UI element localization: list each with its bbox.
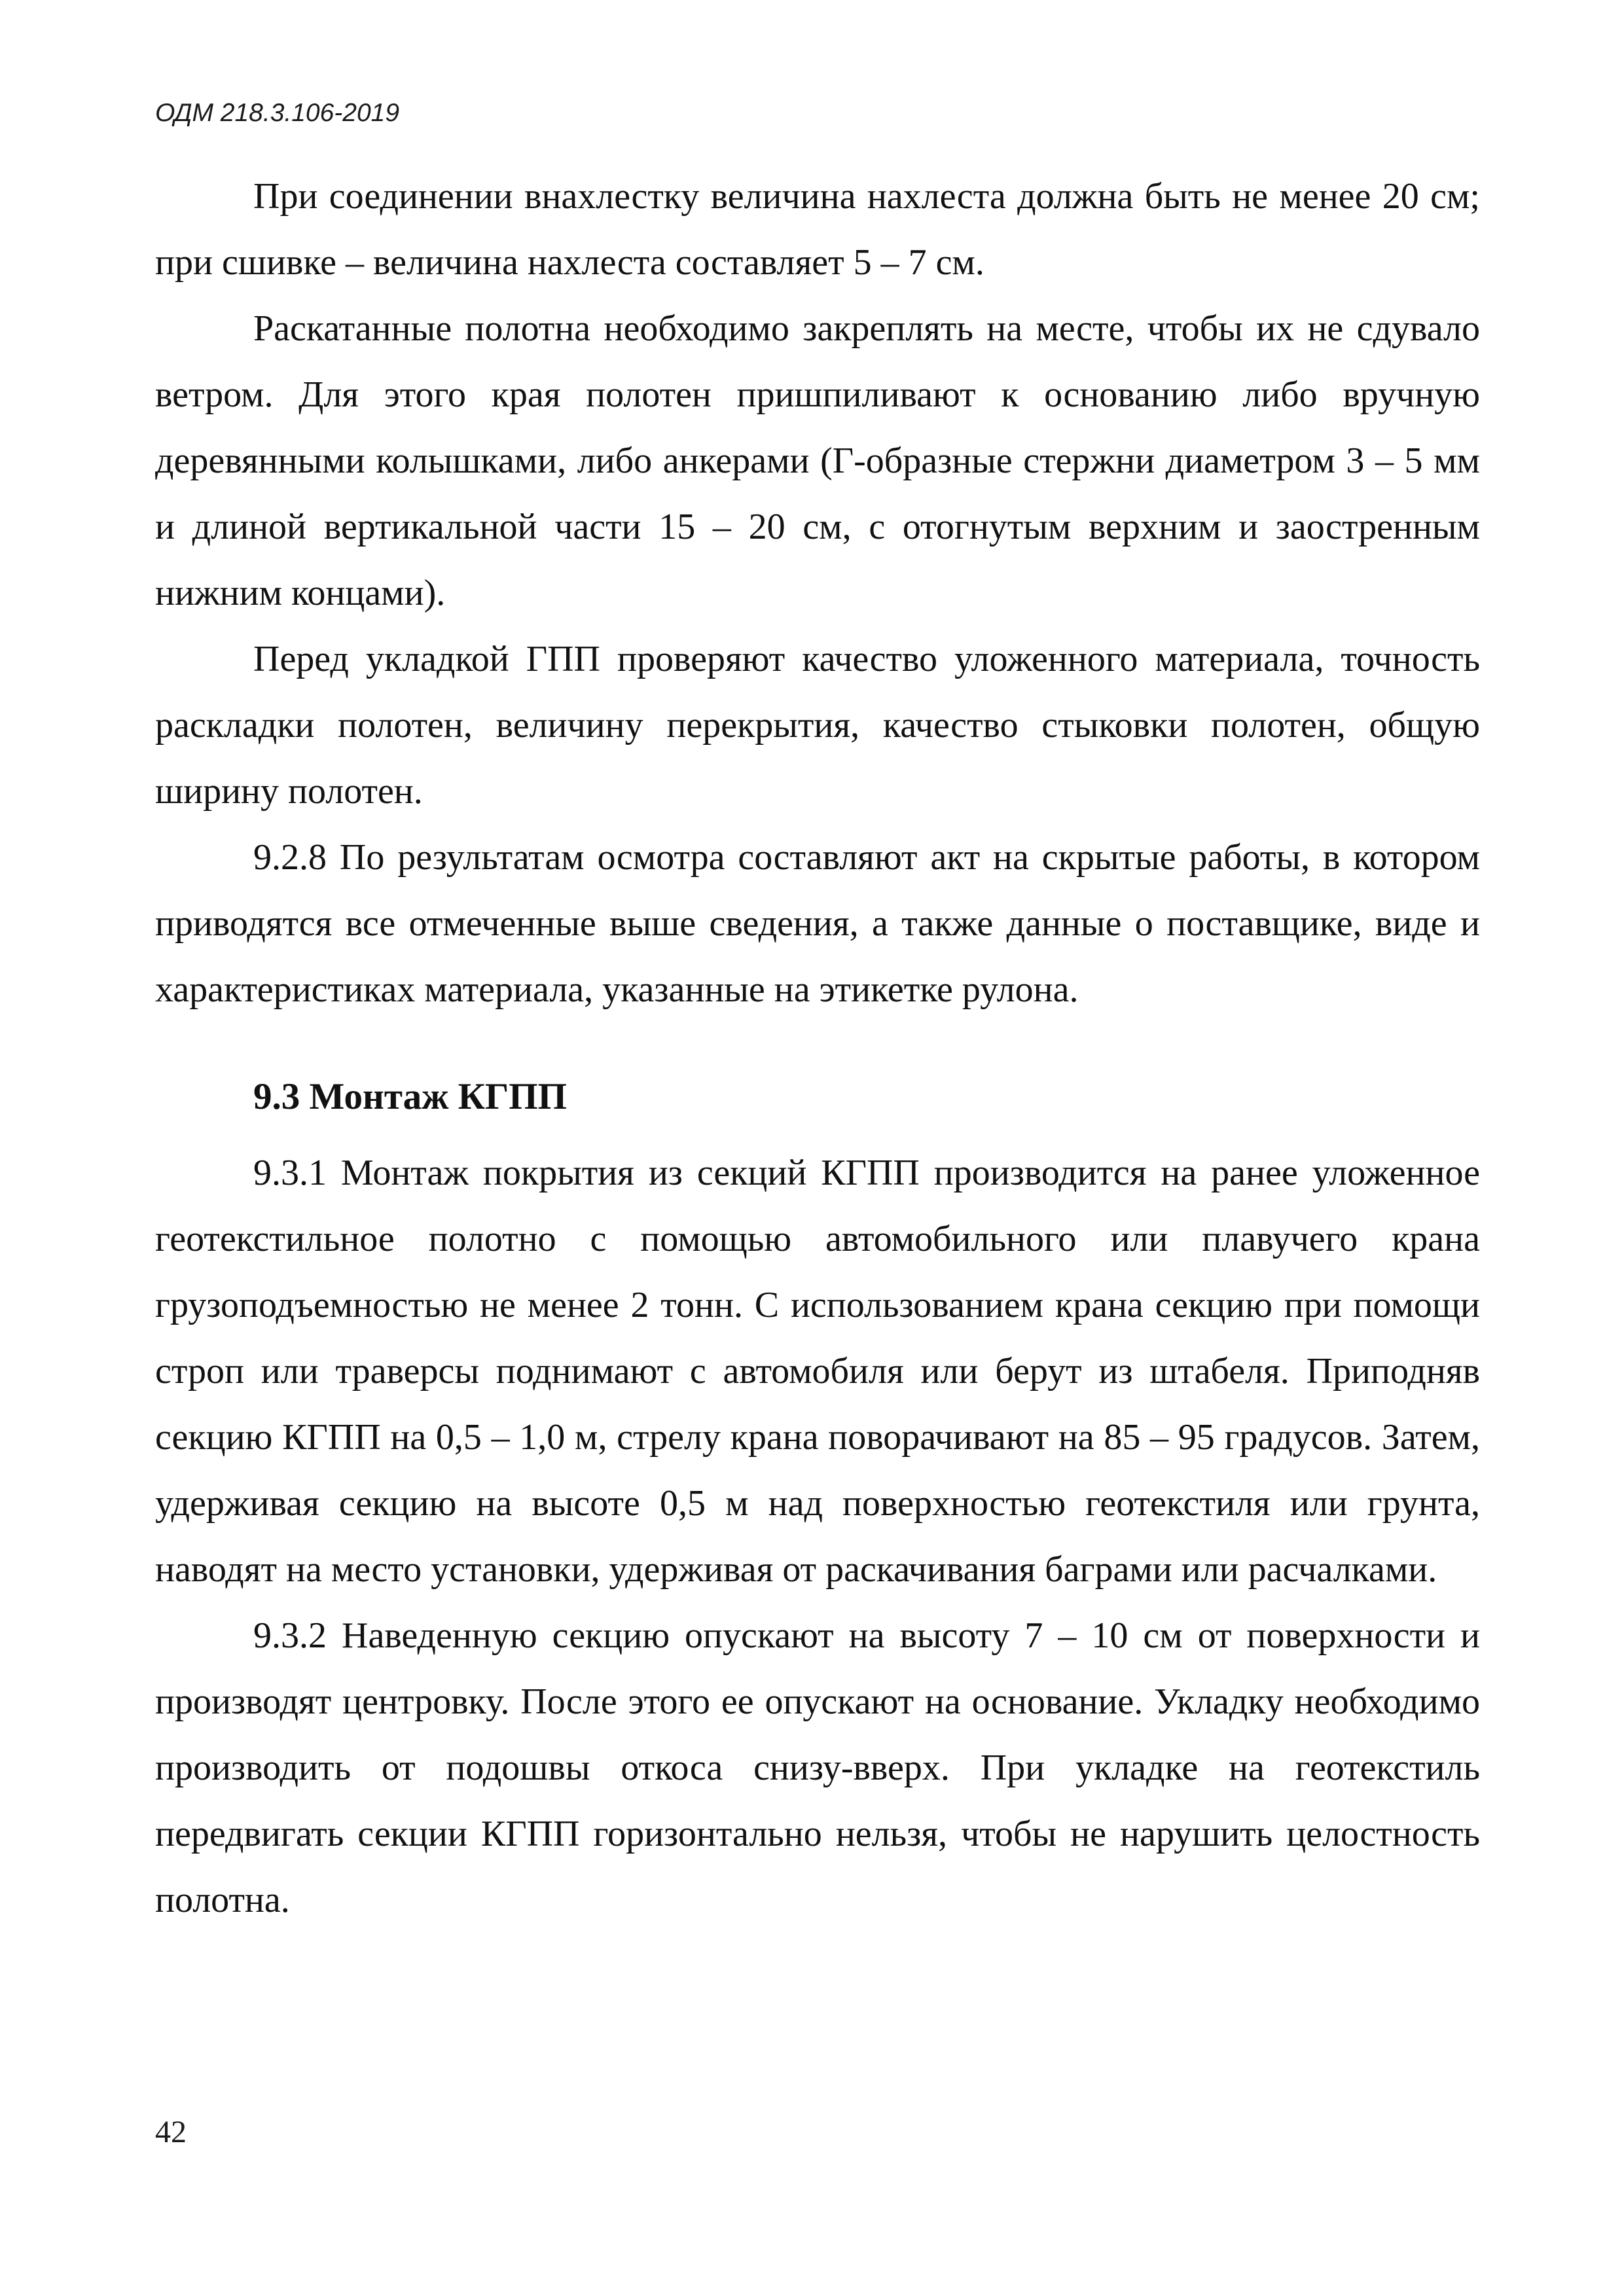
paragraph-9-2-8: 9.2.8 По результатам осмотра составляют акт на скрытые работы, в котором приводятся все отмеченные выше сведения, а также данные о поставщике, виде и характеристиках материала, указанные на этикетке рулона. bbox=[155, 837, 1480, 1010]
paragraph-9-3-1: 9.3.1 Монтаж покрытия из секций КГПП производится на ранее уложенное геотекстильное полотно с помощью автомобильного или плавучего крана грузоподъемностью не менее 2 тонн. С использованием крана секцию при помощи строп или траверсы поднимают с автомобиля или берут из штабеля. Приподняв секцию КГПП на 0,5 – 1,0 м, стрелу крана поворачивают на 85 – 95 градусов. Затем, удерживая секцию на высоте 0,5 м над поверхностью геотекстиля или грунта, наводят на место установки, удерживая от раскачивания баграми или расчалками. bbox=[155, 1153, 1480, 1590]
page-body bbox=[155, 164, 1480, 1933]
paragraph-fastening: Раскатанные полотна необходимо закреплять на месте, чтобы их не сдувало ветром. Для этого края полотен пришпиливают к основанию либо вручную деревянными колышками, либо анкерами (Г-образные стержни диаметром 3 – 5 мм и длиной вертикальной части 15 – 20 см, с отогнутым верхним и заостренным нижним концами). bbox=[155, 308, 1480, 613]
document-code-header: ОДМ 218.3.106-2019 bbox=[155, 99, 400, 127]
paragraph-overlap: При соединении внахлестку величина нахлеста должна быть не менее 20 см; при сшивке – величина нахлеста составляет 5 – 7 см. bbox=[155, 176, 1480, 283]
paragraph-inspection: Перед укладкой ГПП проверяют качество уложенного материала, точность раскладки полотен, величину перекрытия, качество стыковки полотен, общую ширину полотен. bbox=[155, 639, 1480, 812]
paragraph-9-3-2: 9.3.2 Наведенную секцию опускают на высоту 7 – 10 см от поверхности и производят центровку. После этого ее опускают на основание. Укладку необходимо производить от подошвы откоса снизу-вверх. При укладке на геотекстиль передвигать секции КГПП горизонтально нельзя, чтобы не нарушить целостность полотна. bbox=[155, 1615, 1480, 1920]
section-heading: 9.3 Монтаж КГПП bbox=[253, 1076, 567, 1117]
page-number: 42 bbox=[155, 2115, 187, 2149]
